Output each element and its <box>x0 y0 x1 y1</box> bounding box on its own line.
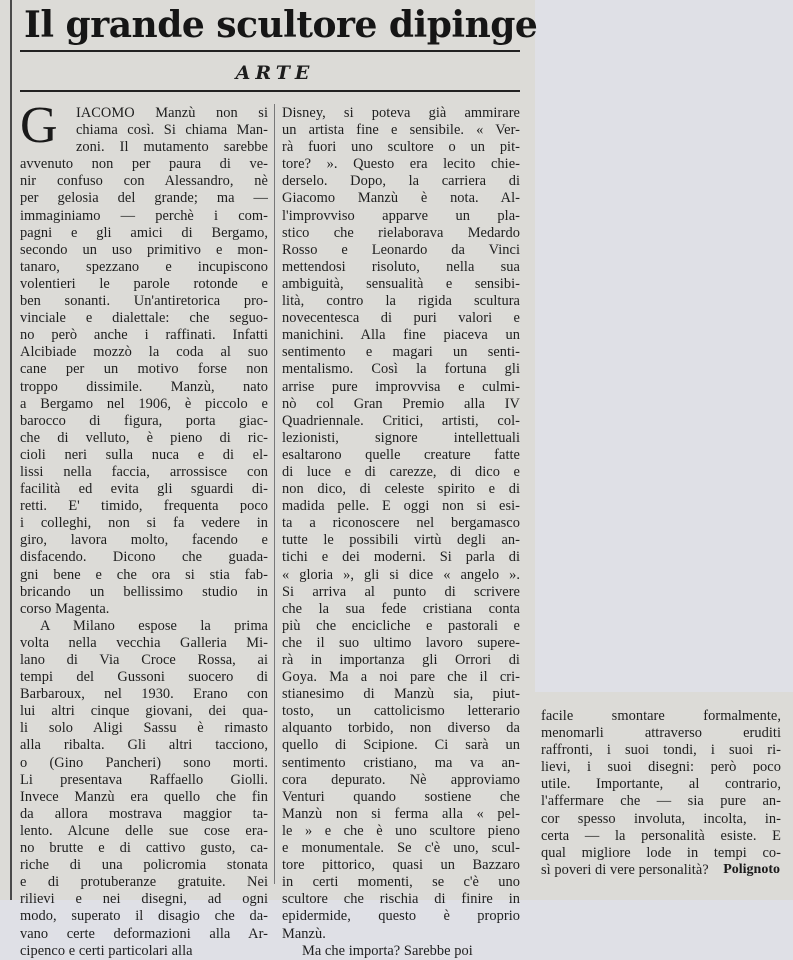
text-line: nir confuso con Alessandro, nè <box>20 173 268 190</box>
text-line: A Milano espose la prima <box>40 617 268 634</box>
section-label: ARTE <box>235 62 315 84</box>
text-line: sì poveri di vere personalità? <box>541 861 709 878</box>
text-line: certa — la personalità esiste. E <box>541 827 781 844</box>
text-line: non dico, di celeste spirito e di <box>282 481 520 498</box>
text-line: lano di Via Croce Rossa, ai <box>20 652 268 668</box>
headline: Il grande scultore dipinge <box>24 4 538 46</box>
text-line: mettendosi risoluto, nella sua <box>282 258 520 275</box>
text-line: i colleghi, non si fa vedere in <box>20 515 268 532</box>
text-line: madida pelle. E oggi non si esi- <box>282 498 520 515</box>
text-line: menomarli attraverso eruditi <box>541 725 781 742</box>
text-line: tore? ». Questo era lecito chie- <box>282 156 520 173</box>
text-line: lezionisti, signore intellettuali <box>282 429 520 446</box>
text-line: facilità ed evita gli sguardi di- <box>20 481 268 498</box>
text-line: o (Gino Pancheri) sono morti. <box>20 754 268 771</box>
text-line: novecentesca di puri valori e <box>282 310 520 327</box>
text-line: l'improvviso apparve un pla- <box>282 207 520 224</box>
text-line: ambiguità, sensualità e sensibi- <box>282 275 520 292</box>
text-line: arrise pure improvvisa e culmi- <box>282 378 520 395</box>
text-line: l'affermare che — sia pure an- <box>541 793 781 810</box>
text-line: barocco di figura, porta giac- <box>20 412 268 429</box>
text-line: di luce e di carezze, di dico e <box>282 463 520 480</box>
text-line: epidermide, questo è proprio <box>282 908 520 925</box>
text-line: vinciale e dialettale: che seguo- <box>20 310 268 327</box>
drop-cap: G <box>20 97 58 154</box>
text-line: Giacomo Manzù è nota. Al- <box>282 190 520 207</box>
text-line: Goya. Ma a noi pare che il cri- <box>282 669 520 686</box>
text-line: lissi nella faccia, arrossisce con <box>20 463 268 480</box>
text-line: zoni. Il mutamento sarebbe <box>76 139 268 156</box>
text-line: esaltarono quelle creature fatte <box>282 446 520 463</box>
article-column-1 <box>20 105 268 960</box>
text-line: rilievi e nei disegni, ad ogni <box>20 891 268 908</box>
text-line: stianesimo di Manzù sia, piut- <box>282 686 520 703</box>
text-line: avvenuto non per paura di ve- <box>20 156 268 173</box>
headline-rule-top <box>20 50 520 52</box>
text-line: lento. Alcune delle sue cose era- <box>20 822 268 839</box>
text-line: Si arriva al punto di scrivere <box>282 583 520 600</box>
text-line: facile smontare formalmente, <box>541 708 781 724</box>
text-line: no brutte e di cattivo gusto, ca- <box>20 840 268 857</box>
text-line: tichi e dei moderni. Si parla di <box>282 549 520 566</box>
text-line: cora depurato. Nè approviamo <box>282 771 520 788</box>
text-line: Disney, si poteva già ammirare <box>282 105 520 121</box>
text-line: pagni e gli amici di Bergamo, <box>20 224 268 241</box>
text-line: Manzù. <box>282 925 326 942</box>
text-line: li solo Aligi Sassu è rimasto <box>20 720 268 737</box>
text-line: tanaro, spezzano e incupiscono <box>20 258 268 275</box>
text-line: volentieri le parole rotonde e <box>20 275 268 292</box>
text-line: manichini. Alla fine piaceva un <box>282 327 520 344</box>
text-line: lui altri cinque giovani, dei qua- <box>20 703 268 720</box>
text-line: gni bene e che ora si stia fab- <box>20 566 268 583</box>
article-column-2 <box>282 105 520 960</box>
text-line: sentimento cristiano, ma va an- <box>282 754 520 771</box>
text-line: « gloria », gli si dice « angelo ». <box>282 566 520 583</box>
text-line: modo, superato il disagio che da- <box>20 908 268 925</box>
text-line: per gelosia del grande; ma — <box>20 190 268 207</box>
article-column-3 <box>541 708 781 879</box>
text-line: raffronti, i suoi tondi, i suoi ri- <box>541 742 781 759</box>
text-line: volta nella vecchia Galleria Mi- <box>20 634 268 651</box>
text-line: bricando un bellissimo studio in <box>20 583 268 600</box>
text-line: tore pittorico, quasi un Bazzaro <box>282 857 520 874</box>
text-line: tutte le possibili virtù degli an- <box>282 532 520 549</box>
text-line: Manzù non si ferma alla « pel- <box>282 805 520 822</box>
column-divider <box>274 104 275 884</box>
text-line: derselo. Dopo, la carriera di <box>282 173 520 190</box>
author-signature: Polignoto <box>723 862 780 877</box>
text-line: rà fuori uno scultore o un pit- <box>282 139 520 156</box>
text-line: retti. E' timido, frequenta poco <box>20 498 268 515</box>
text-line: Venturi quando sostiene che <box>282 788 520 805</box>
text-line: cioli neri sulla nuca e di el- <box>20 446 268 463</box>
text-line: Alcibiade mozzò la coda al suo <box>20 344 268 361</box>
text-line: immaginiamo — perchè i com- <box>20 207 268 224</box>
text-line: ben sonanti. Un'antiretorica pro- <box>20 293 268 310</box>
text-line: alla ribalta. Gli altri tacciono, <box>20 737 268 754</box>
text-line: tosto, un cattolicismo letterario <box>282 703 520 720</box>
text-line: utile. Importante, al contrario, <box>541 776 781 793</box>
text-line: troppo dissimile. Manzù, nato <box>20 378 268 395</box>
text-line: riche di una policromia stonata <box>20 857 268 874</box>
text-line: alquanto torbido, non diverso da <box>282 720 520 737</box>
text-line: lità, contro la rigida scultura <box>282 293 520 310</box>
text-line: lievi, i suoi disegni: però poco <box>541 759 781 776</box>
text-line: IACOMO Manzù non si <box>76 105 268 121</box>
left-margin-rule <box>10 0 12 900</box>
text-line: cor spesso involuta, incolta, in- <box>541 810 781 827</box>
text-line: Li presentava Raffaello Giolli. <box>20 771 268 788</box>
text-line: no però anche i raffinati. Infatti <box>20 327 268 344</box>
text-line: giro, lavora molto, facendo e <box>20 532 268 549</box>
text-line: Ma che importa? Sarebbe poi <box>302 942 473 959</box>
section-rule-bottom <box>20 90 520 92</box>
text-line: che il suo ultimo lavoro supere- <box>282 634 520 651</box>
text-line: tempi del Gussoni suocero di <box>20 669 268 686</box>
text-line: vano certe deformazioni alla Ar- <box>20 925 268 942</box>
text-line: chiama così. Si chiama Man- <box>76 122 268 139</box>
text-line: Invece Manzù era quello che fin <box>20 788 268 805</box>
text-line: più che encicliche e pastorali e <box>282 617 520 634</box>
text-line: secondo un uso primitivo e mon- <box>20 241 268 258</box>
text-line: stico che rielaborava Medardo <box>282 224 520 241</box>
text-line: che la sua fede cristiana conta <box>282 600 520 617</box>
text-line: disfacendo. Dicono che guada- <box>20 549 268 566</box>
text-line: in certi momenti, se c'è uno <box>282 874 520 891</box>
text-line: qual migliore lode in tempi co- <box>541 844 781 861</box>
text-line: Quadriennale. Critici, artisti, col- <box>282 412 520 429</box>
text-line: a Bergamo nel 1906, è piccolo e <box>20 395 268 412</box>
text-line: e di protuberanze gratuite. Nei <box>20 874 268 891</box>
text-line: le » e che è uno scultore pieno <box>282 822 520 839</box>
text-line: Rosso e Leonardo da Vinci <box>282 241 520 258</box>
text-line: che di velluto, è pieno di ric- <box>20 429 268 446</box>
text-line: cipenco e certi particolari alla <box>20 942 193 959</box>
text-line: e monumentale. Se c'è uno, scul- <box>282 840 520 857</box>
text-line: quello di Scipione. Ci sarà un <box>282 737 520 754</box>
text-line: cane per un motivo forse non <box>20 361 268 378</box>
text-line: rà in importanza gli Orrori di <box>282 652 520 668</box>
text-line: da allora mostrava maggior ta- <box>20 805 268 822</box>
text-line: mentalismo. Così la fortuna gli <box>282 361 520 378</box>
text-line: nò col Gran Premio alla IV <box>282 395 520 412</box>
text-line: ta a riconoscere nel bergamasco <box>282 515 520 532</box>
text-line: sentimento e magari un senti- <box>282 344 520 361</box>
text-line: scultore che rischia di finire in <box>282 891 520 908</box>
text-line: un artista fine e sensibile. « Ver- <box>282 122 520 139</box>
text-line: corso Magenta. <box>20 600 110 617</box>
text-line: Barbaroux, nel 1930. Erano con <box>20 686 268 703</box>
